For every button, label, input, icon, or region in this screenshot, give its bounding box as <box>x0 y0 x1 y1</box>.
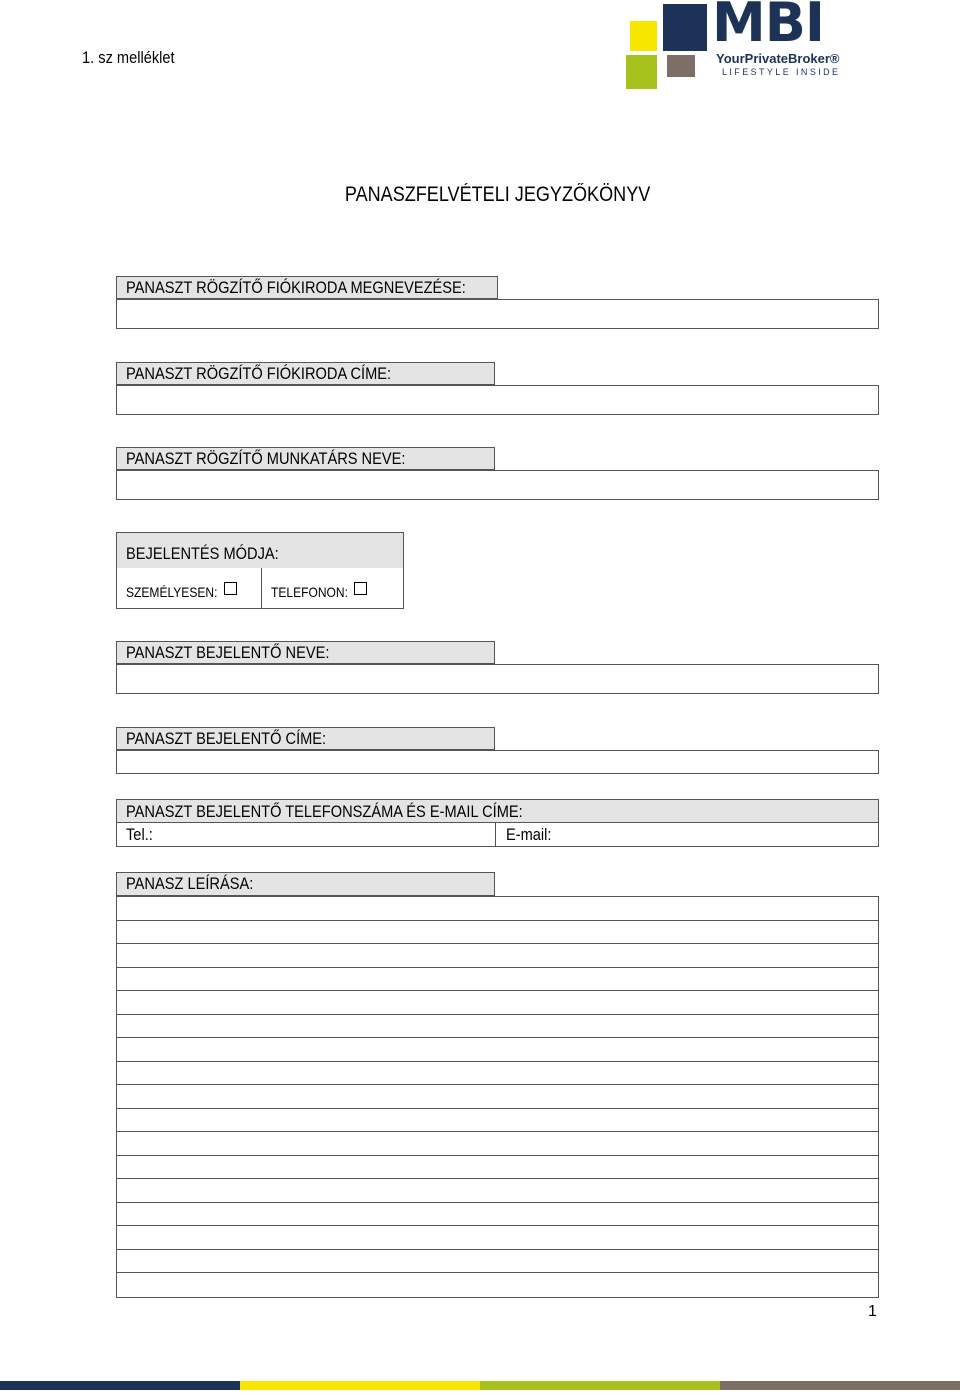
office-address-label <box>116 362 495 385</box>
description-line[interactable] <box>117 1085 878 1109</box>
office-name-label-text: PANASZT RÖGZÍTŐ FIÓKIRODA MEGNEVEZÉSE: <box>126 278 466 297</box>
complainant-name-label-text: PANASZT BEJELENTŐ NEVE: <box>126 643 330 662</box>
description-line[interactable] <box>117 1179 878 1203</box>
office-name-label <box>116 276 498 299</box>
office-address-label-text: PANASZT RÖGZÍTŐ FIÓKIRODA CÍME: <box>126 364 392 383</box>
complainant-name-label <box>116 641 495 664</box>
contact-box <box>116 799 879 847</box>
report-mode-label <box>117 533 403 568</box>
logo-yellow-square <box>630 21 657 51</box>
tel-field[interactable] <box>126 823 157 846</box>
complainant-address-label <box>116 727 495 750</box>
report-mode-divider <box>261 568 262 609</box>
by-phone-label: TELEFONON: <box>271 584 348 600</box>
document-title-text: PANASZFELVÉTELI JEGYZŐKÖNYV <box>345 183 651 206</box>
description-line[interactable] <box>117 991 878 1015</box>
report-mode-box <box>116 532 404 609</box>
staff-name-label-text: PANASZT RÖGZÍTŐ MUNKATÁRS NEVE: <box>126 449 406 468</box>
staff-name-field[interactable] <box>116 470 879 500</box>
contact-label-text: PANASZT BEJELENTŐ TELEFONSZÁMA ÉS E-MAIL CÍME: <box>126 802 523 821</box>
logo-tagline: YourPrivateBroker® <box>716 51 840 66</box>
by-phone-checkbox[interactable] <box>354 582 367 595</box>
logo-subline: LIFESTYLE INSIDE <box>722 67 841 77</box>
office-address-field[interactable] <box>116 385 879 415</box>
description-label <box>116 872 495 896</box>
description-line[interactable] <box>117 897 878 921</box>
footer-stripe <box>0 1381 960 1390</box>
logo-green-square <box>626 55 657 89</box>
document-title <box>0 183 960 207</box>
in-person-checkbox[interactable] <box>224 582 237 595</box>
description-line[interactable] <box>117 1273 878 1297</box>
footer-stripe-brown <box>720 1381 960 1390</box>
description-line[interactable] <box>117 1109 878 1133</box>
complainant-address-label-text: PANASZT BEJELENTŐ CÍME: <box>126 729 327 748</box>
contact-label <box>117 800 878 823</box>
logo-navy-square <box>663 4 707 51</box>
description-line[interactable] <box>117 1203 878 1227</box>
by-phone-option <box>271 568 360 609</box>
description-line[interactable] <box>117 968 878 992</box>
annex-label: 1. sz melléklet <box>82 48 175 67</box>
complainant-address-field[interactable] <box>116 750 879 774</box>
logo-wordmark: MBI <box>712 0 824 54</box>
report-mode-label-text: BEJELENTÉS MÓDJA: <box>126 544 279 563</box>
description-line[interactable] <box>117 1015 878 1039</box>
footer-stripe-navy <box>0 1381 240 1390</box>
staff-name-label <box>116 447 495 470</box>
in-person-option <box>126 568 232 609</box>
footer-stripe-yellow <box>240 1381 480 1390</box>
mbi-logo <box>626 0 876 88</box>
description-line[interactable] <box>117 1038 878 1062</box>
description-line[interactable] <box>117 1062 878 1086</box>
contact-divider <box>495 823 496 846</box>
description-line[interactable] <box>117 1132 878 1156</box>
description-line[interactable] <box>117 1226 878 1250</box>
in-person-label: SZEMÉLYESEN: <box>126 584 218 600</box>
description-line[interactable] <box>117 1250 878 1274</box>
footer-stripe-green <box>480 1381 720 1390</box>
description-line[interactable] <box>117 1156 878 1180</box>
tel-label: Tel.: <box>126 825 153 844</box>
description-line[interactable] <box>117 921 878 945</box>
email-label: E-mail: <box>506 825 552 844</box>
description-lines[interactable] <box>116 896 879 1298</box>
description-label-text: PANASZ LEÍRÁSA: <box>126 874 254 893</box>
logo-brown-square <box>667 55 695 77</box>
page-number: 1 <box>868 1303 877 1320</box>
description-line[interactable] <box>117 944 878 968</box>
complainant-name-field[interactable] <box>116 664 879 694</box>
office-name-field[interactable] <box>116 299 879 329</box>
email-field[interactable] <box>506 823 559 846</box>
